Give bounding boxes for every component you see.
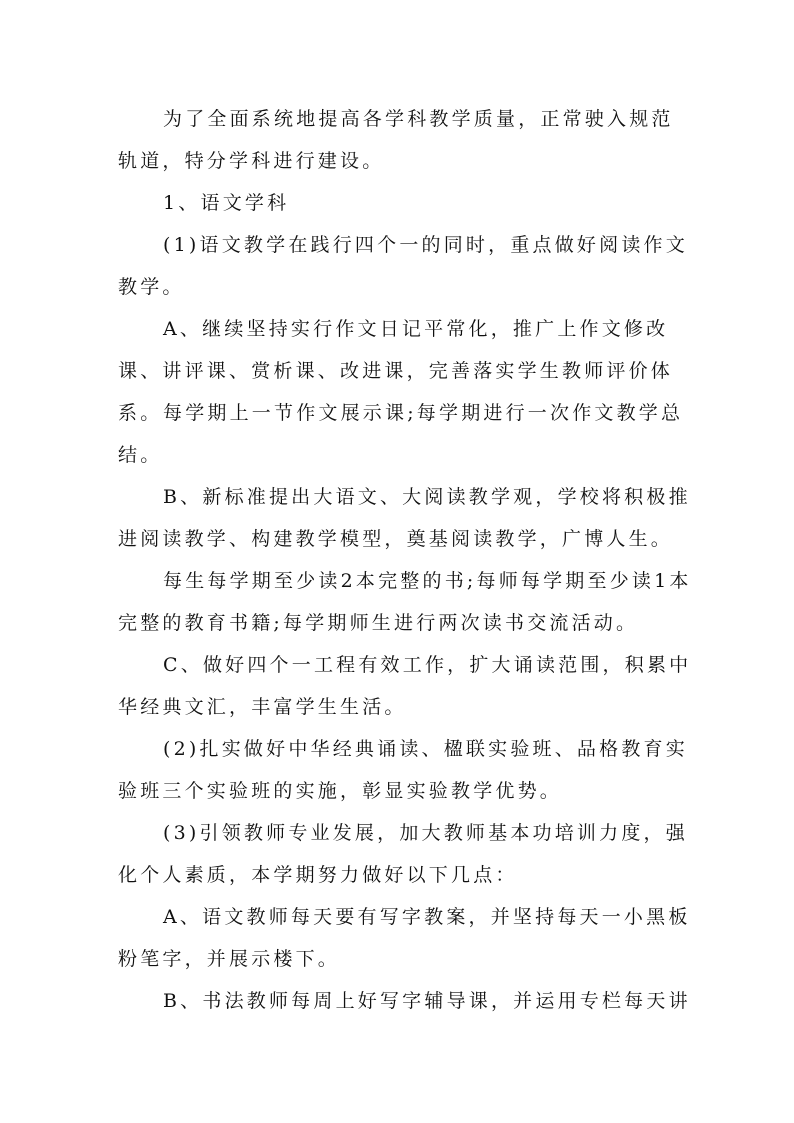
paragraph-item-2: (2)扎实做好中华经典诵读、楹联实验班、品格教育实验班三个实验班的实施，彰显实验教学优势。 [118,738,688,802]
heading-chinese-subject: 1、语文学科 [163,192,290,214]
paragraph-item-3b: B、书法教师每周上好写字辅导课，并运用专栏每天讲 [163,990,691,1012]
paragraph-item-1b: B、新标准提出大语文、大阅读教学观，学校将积极推进阅读教学、构建教学模型，奠基阅读教学，广博人生。 [118,486,691,550]
paragraph-item-1a: A、继续坚持实行作文日记平常化，推广上作文修改课、讲评课、赏析课、改进课，完善落实学生教师评价体系。 [118,318,674,424]
paragraph-item-1: (1)语文教学在践行四个一的同时，重点做好阅读作文教学。 [118,234,688,298]
paragraph-intro: 为了全面系统地提高各学科教学质量，正常驶入规范轨道，特分学科进行建设。 [118,108,674,172]
paragraph-reading: 每生每学期至少读2本完整的书;每师每学期至少读1本完整的教育书籍;每学期师生进行两次读书交流活动。 [118,570,692,634]
paragraph-showcase: 每学期上一节作文展示课;每学期进行一次作文教学总结。 [118,402,684,466]
paragraph-item-1c: C、做好四个一工程有效工作，扩大诵读范围，积累中华经典文汇，丰富学生生活。 [118,654,692,718]
paragraph-item-3a: A、语文教师每天要有写字教案，并坚持每天一小黑板粉笔字，并展示楼下。 [118,906,691,970]
paragraph-item-3: (3)引领教师专业发展，加大教师基本功培训力度，强化个人素质，本学期努力做好以下几点： [118,822,688,886]
